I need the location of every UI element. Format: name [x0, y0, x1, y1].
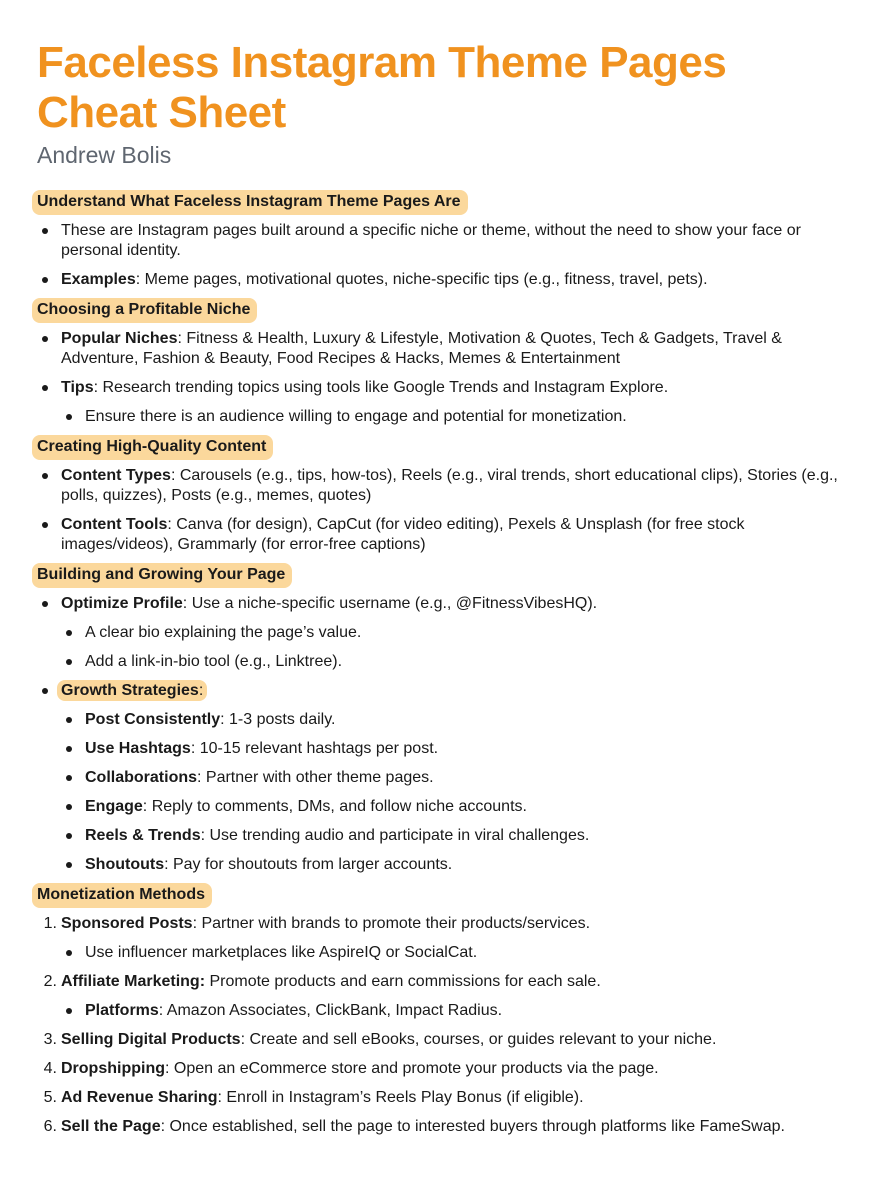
- item-number: 2.: [43, 973, 57, 990]
- item-bold: Optimize Profile: [61, 595, 183, 612]
- list-item: [37, 710, 875, 730]
- item-text: : Partner with other theme pages.: [197, 769, 434, 786]
- bullet-icon: [42, 522, 48, 528]
- bullet-icon: [66, 414, 72, 420]
- bullet-icon: [66, 775, 72, 781]
- item-number: 3.: [43, 1031, 57, 1048]
- list-item: [37, 1030, 851, 1050]
- section-growing: [37, 563, 878, 875]
- highlighted-label: [57, 680, 207, 701]
- item-bold: Examples: [61, 271, 136, 288]
- section-understand: [37, 190, 878, 290]
- bullet-icon: [66, 950, 72, 956]
- item-text: : Create and sell eBooks, courses, or guides relevant to your niche.: [240, 1031, 717, 1048]
- list-item: [37, 1059, 851, 1079]
- section-heading: Building and Growing Your Page: [32, 563, 292, 588]
- title-line-1: Faceless Instagram Theme Pages: [37, 38, 727, 87]
- list-item: [37, 407, 875, 427]
- item-text: :: [198, 682, 204, 699]
- list-item: [37, 943, 875, 963]
- section-heading: Understand What Faceless Instagram Theme Pages Are: [32, 190, 468, 215]
- list-item: [37, 329, 851, 369]
- item-text: : Use trending audio and participate in viral challenges.: [200, 827, 590, 844]
- item-bold: Sponsored Posts: [61, 915, 193, 932]
- list-item: [37, 594, 851, 614]
- bullet-icon: [66, 717, 72, 723]
- bullet-icon: [66, 746, 72, 752]
- item-text: Use influencer marketplaces like AspireIQ or SocialCat.: [85, 944, 478, 961]
- item-text: : Canva (for design), CapCut (for video editing), Pexels & Unsplash (for free stock images/videos), Grammarly (for error-free captions): [61, 516, 745, 553]
- item-bold: Use Hashtags: [85, 740, 191, 757]
- item-text: : Research trending topics using tools like Google Trends and Instagram Explore.: [93, 379, 669, 396]
- bullet-list: [37, 329, 878, 427]
- item-text: : Once established, sell the page to interested buyers through platforms like FameSwap.: [160, 1118, 785, 1135]
- list-item: [37, 739, 875, 759]
- section-heading: Choosing a Profitable Niche: [32, 298, 257, 323]
- item-bold: Shoutouts: [85, 856, 165, 873]
- bullet-icon: [66, 659, 72, 665]
- list-item: [37, 1088, 851, 1108]
- bullet-icon: [66, 1008, 72, 1014]
- bullet-list: [37, 466, 878, 555]
- content: [37, 190, 878, 1137]
- item-text: : Open an eCommerce store and promote your products via the page.: [164, 1060, 659, 1077]
- list-item: [37, 914, 851, 934]
- list-item: [37, 1001, 875, 1021]
- item-text: : Reply to comments, DMs, and follow niche accounts.: [142, 798, 527, 815]
- list-item: [37, 221, 851, 261]
- list-item: [37, 623, 875, 643]
- bullet-icon: [42, 336, 48, 342]
- item-text: : Meme pages, motivational quotes, niche-specific tips (e.g., fitness, travel, pets).: [135, 271, 708, 288]
- bullet-icon: [42, 688, 48, 694]
- list-item: [37, 972, 851, 992]
- bullet-list: [37, 594, 878, 875]
- list-item: [37, 378, 851, 398]
- bullet-icon: [66, 804, 72, 810]
- item-bold: Post Consistently: [85, 711, 221, 728]
- list-item: [37, 270, 851, 290]
- item-bold: Affiliate Marketing:: [61, 973, 206, 990]
- item-text: Ensure there is an audience willing to engage and potential for monetization.: [85, 408, 627, 425]
- bullet-icon: [42, 228, 48, 234]
- item-text: : Fitness & Health, Luxury & Lifestyle, Motivation & Quotes, Tech & Gadgets, Travel & Adventure, Fashion & Beauty, Food Recipes & Hacks, Memes & Entertainment: [61, 330, 782, 367]
- list-item: [37, 681, 851, 701]
- bullet-icon: [42, 385, 48, 391]
- item-text: : 10-15 relevant hashtags per post.: [190, 740, 439, 757]
- bullet-icon: [42, 277, 48, 283]
- item-text: Promote products and earn commissions for each sale.: [205, 973, 601, 990]
- bullet-icon: [66, 833, 72, 839]
- item-bold: Engage: [85, 798, 143, 815]
- item-number: 4.: [43, 1060, 57, 1077]
- item-bold: Growth Strategies: [61, 682, 199, 699]
- list-item: [37, 855, 875, 875]
- item-text: Add a link-in-bio tool (e.g., Linktree).: [85, 653, 343, 670]
- list-item: [37, 466, 851, 506]
- item-number: 5.: [43, 1089, 57, 1106]
- item-bold: Tips: [61, 379, 94, 396]
- section-heading: Creating High-Quality Content: [32, 435, 273, 460]
- item-text: : Pay for shoutouts from larger accounts.: [164, 856, 453, 873]
- item-bold: Reels & Trends: [85, 827, 201, 844]
- bullet-list: [37, 221, 878, 290]
- item-text: : Amazon Associates, ClickBank, Impact Radius.: [158, 1002, 503, 1019]
- item-bold: Collaborations: [85, 769, 198, 786]
- item-number: 6.: [43, 1118, 57, 1135]
- section-heading: Monetization Methods: [32, 883, 212, 908]
- bullet-icon: [66, 862, 72, 868]
- list-item: [37, 515, 851, 555]
- item-text: : Enroll in Instagram’s Reels Play Bonus (if eligible).: [217, 1089, 584, 1106]
- item-bold: Sell the Page: [61, 1118, 161, 1135]
- list-item: [37, 652, 875, 672]
- item-text: : Use a niche-specific username (e.g., @FitnessVibesHQ).: [182, 595, 598, 612]
- item-bold: Selling Digital Products: [61, 1031, 241, 1048]
- item-bold: Platforms: [85, 1002, 159, 1019]
- item-text: : Carousels (e.g., tips, how-tos), Reels (e.g., viral trends, short educational clips), Stories (e.g., polls, quizzes), Posts (e.g., memes, quotes): [61, 467, 838, 504]
- title-line-2: Cheat Sheet: [37, 88, 286, 137]
- bullet-icon: [42, 473, 48, 479]
- section-content: [37, 435, 878, 555]
- item-text: : Partner with brands to promote their products/services.: [192, 915, 591, 932]
- author-name: Andrew Bolis: [37, 142, 172, 168]
- list-item: [37, 768, 875, 788]
- list-item: [37, 1117, 851, 1137]
- item-text: A clear bio explaining the page’s value.: [85, 624, 362, 641]
- bullet-icon: [42, 601, 48, 607]
- section-niche: [37, 298, 878, 427]
- item-bold: Popular Niches: [61, 330, 178, 347]
- list-item: [37, 797, 875, 817]
- section-monetization: [37, 883, 878, 1137]
- page-title: [37, 38, 878, 138]
- bullet-icon: [66, 630, 72, 636]
- item-bold: Dropshipping: [61, 1060, 165, 1077]
- item-text: These are Instagram pages built around a specific niche or theme, without the need to show your face or personal identity.: [61, 222, 801, 259]
- item-bold: Content Types: [61, 467, 171, 484]
- item-number: 1.: [43, 915, 57, 932]
- item-bold: Content Tools: [61, 516, 168, 533]
- item-bold: Ad Revenue Sharing: [61, 1089, 218, 1106]
- item-text: : 1-3 posts daily.: [220, 711, 336, 728]
- numbered-list: [37, 914, 878, 1137]
- list-item: [37, 826, 875, 846]
